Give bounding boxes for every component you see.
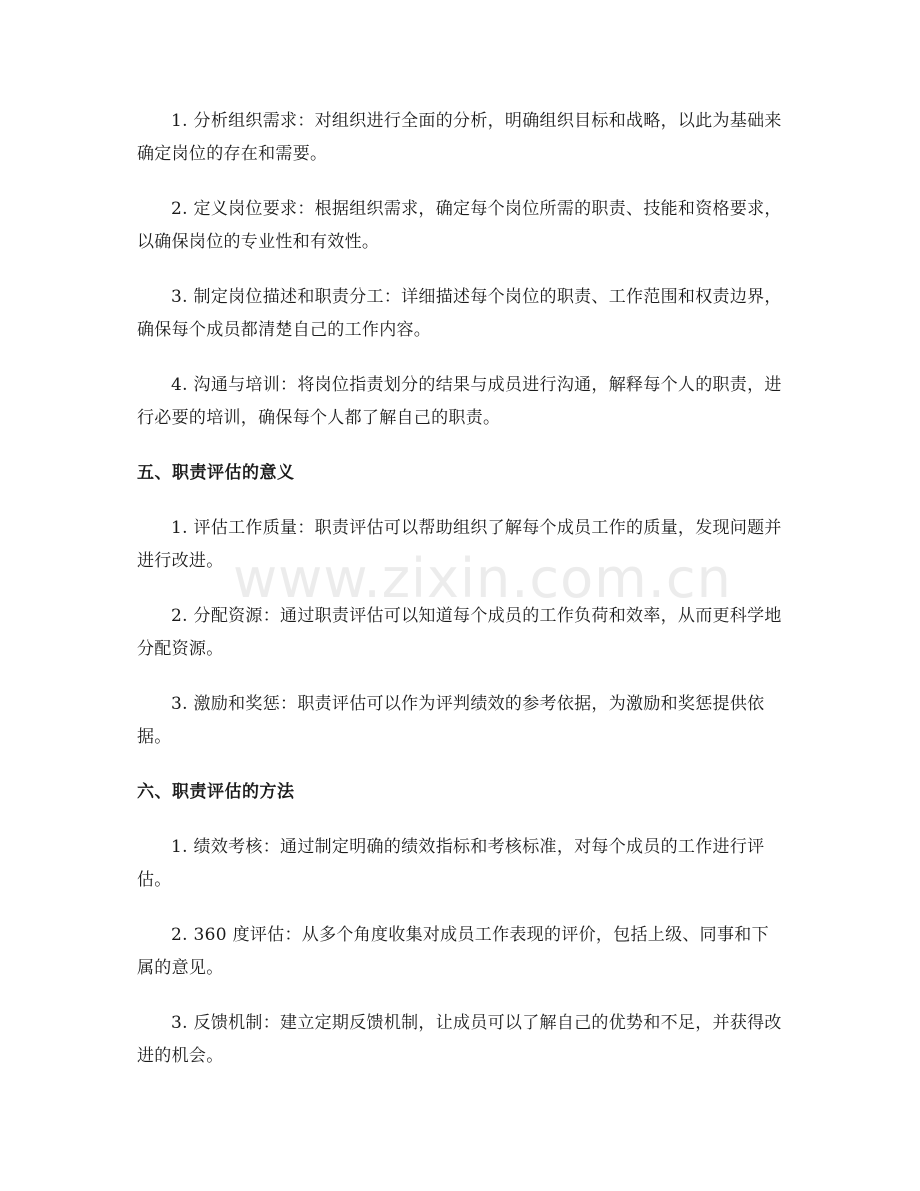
paragraph-communication-training: 4. 沟通与培训：将岗位指责划分的结果与成员进行沟通，解释每个人的职责，进行必要的培训，确保每个人都了解自己的职责。 bbox=[137, 375, 782, 428]
paragraph-evaluate-quality: 1. 评估工作质量：职责评估可以帮助组织了解每个成员工作的质量，发现问题并进行改进。 bbox=[137, 518, 782, 571]
paragraph-analyze-needs: 1. 分析组织需求：对组织进行全面的分析，明确组织目标和战略，以此为基础来确定岗位的存在和需要。 bbox=[137, 111, 782, 164]
section-6-heading: 六、职责评估的方法 bbox=[137, 782, 295, 802]
paragraph-allocate-resources: 2. 分配资源：通过职责评估可以知道每个成员的工作负荷和效率，从而更科学地分配资源。 bbox=[137, 606, 782, 659]
paragraph-feedback: 3. 反馈机制：建立定期反馈机制，让成员可以了解自己的优势和不足，并获得改进的机会。 bbox=[137, 1013, 782, 1066]
document-body bbox=[137, 105, 783, 1095]
paragraph-job-description: 3. 制定岗位描述和职责分工：详细描述每个岗位的职责、工作范围和权责边界，确保每个成员都清楚自己的工作内容。 bbox=[137, 287, 782, 340]
paragraph-performance-review: 1. 绩效考核：通过制定明确的绩效指标和考核标准，对每个成员的工作进行评估。 bbox=[137, 837, 765, 890]
watermark: www.zixin.com.cn bbox=[233, 547, 732, 610]
paragraph-define-requirements: 2. 定义岗位要求：根据组织需求，确定每个岗位所需的职责、技能和资格要求，以确保岗位的专业性和有效性。 bbox=[137, 199, 782, 252]
paragraph-incentives: 3. 激励和奖惩：职责评估可以作为评判绩效的参考依据，为激励和奖惩提供依据。 bbox=[137, 694, 765, 747]
section-5-heading: 五、职责评估的意义 bbox=[137, 463, 295, 483]
paragraph-360-evaluation: 2. 360 度评估：从多个角度收集对成员工作表现的评价，包括上级、同事和下属的意见。 bbox=[137, 925, 769, 978]
